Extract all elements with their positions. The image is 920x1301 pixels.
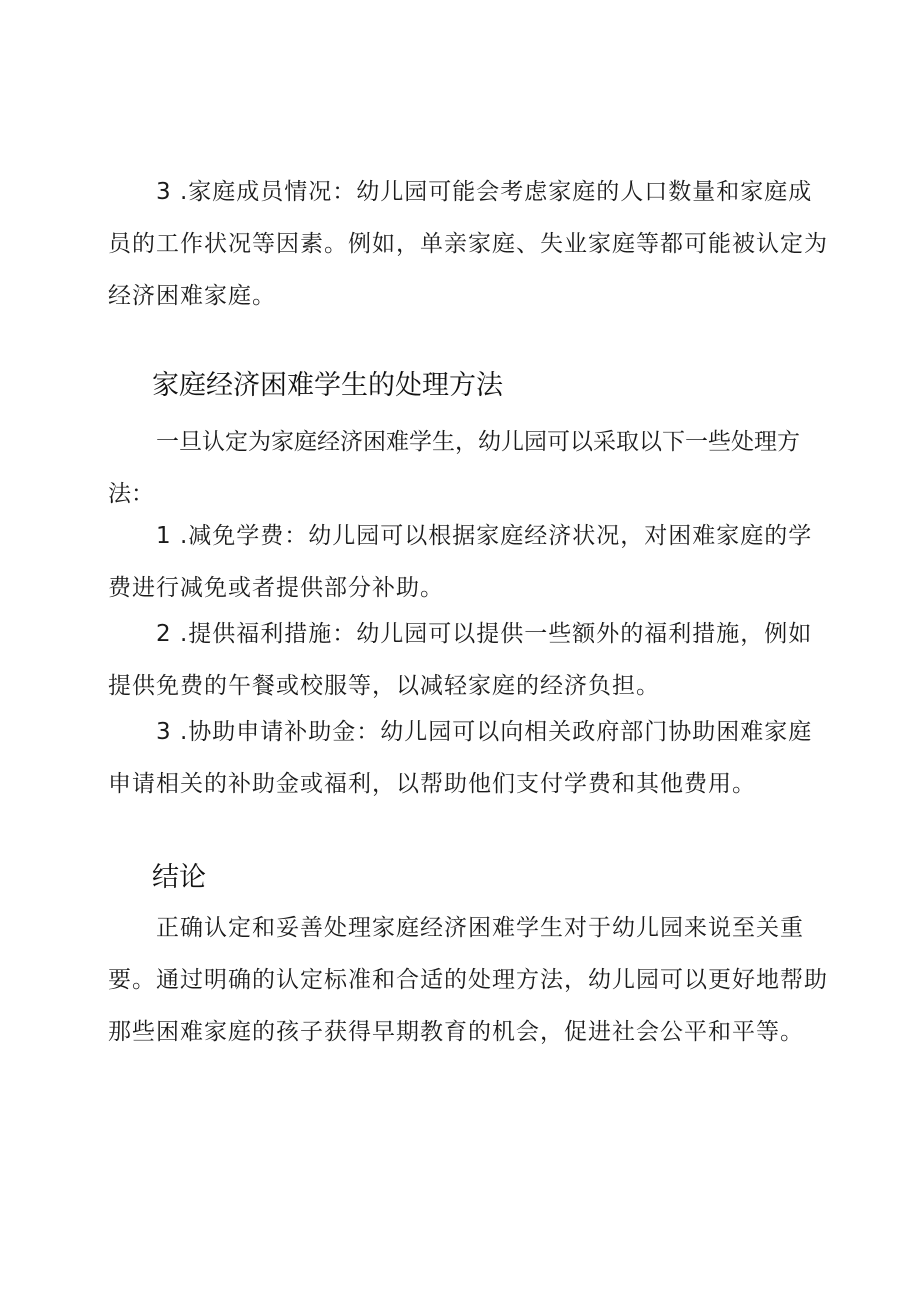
conclusion-heading: 结论 [152,862,206,893]
methods-intro: 一旦认定为家庭经济困难学生，幼儿园可以采取以下一些处理方法： [108,429,800,507]
methods-heading: 家庭经济困难学生的处理方法 [152,370,503,401]
method-item-welfare-measures: 2 .提供福利措施：幼儿园可以提供一些额外的福利措施，例如提供免费的午餐或校服等，以减轻家庭的经济负担。 [108,621,813,699]
conclusion-body: 正确认定和妥善处理家庭经济困难学生对于幼儿园来说至关重要。通过明确的认定标准和合适的处理方法，幼儿园可以更好地帮助那些困难家庭的孩子获得早期教育的机会，促进社会公平和平等。 [108,915,828,1045]
method-item-tuition-reduction: 1 .减免学费：幼儿园可以根据家庭经济状况，对困难家庭的学费进行减免或者提供部分补助。 [108,523,813,601]
method-item-subsidy-assistance: 3 .协助申请补助金：幼儿园可以向相关政府部门协助困难家庭申请相关的补助金或福利，以帮助他们支付学费和其他费用。 [108,719,813,797]
family-members-item: 3 .家庭成员情况：幼儿园可能会考虑家庭的人口数量和家庭成员的工作状况等因素。例如，单亲家庭、失业家庭等都可能被认定为经济困难家庭。 [108,179,828,309]
